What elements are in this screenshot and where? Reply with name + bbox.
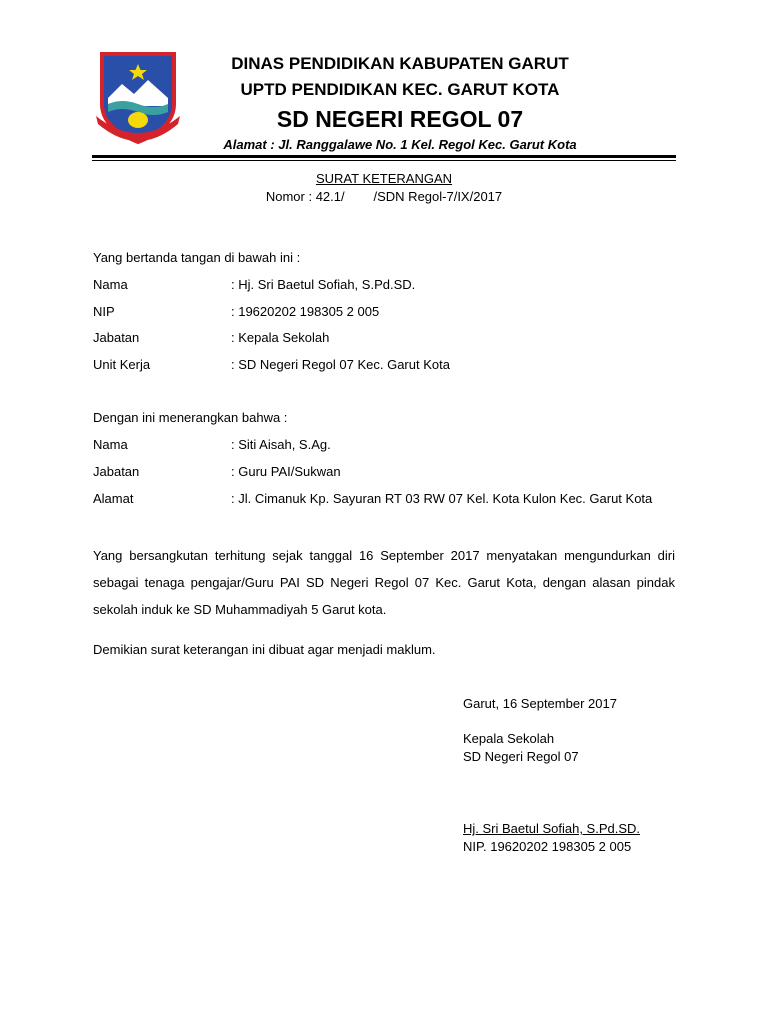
header-address: Alamat : Jl. Ranggalawe No. 1 Kel. Regol Kec. Garut Kota [223,137,577,152]
subject-value-address: : Jl. Cimanuk Kp. Sayuran RT 03 RW 07 Kel. Kota Kulon Kec. Garut Kota [231,491,653,506]
subject-label-address: Alamat [93,491,134,506]
header-divider-thin [92,160,676,161]
signer-value-name: : Hj. Sri Baetul Sofiah, S.Pd.SD. [231,277,416,292]
body-paragraph: Yang bersangkutan terhitung sejak tanggal 16 September 2017 menyatakan mengundurkan diri sebagai tenaga pengajar/Guru PAI SD Negeri Regol 07 Kec. Garut Kota, dengan alasan pindak sekolah induk ke SD Muhammadiyah 5 Garut kota. [93,548,675,617]
signer-label-unit: Unit Kerja [93,357,151,372]
subject-intro: Dengan ini menerangkan bahwa : [93,410,288,425]
letter-number: Nomor : 42.1/ /SDN Regol-7/IX/2017 [265,189,503,204]
signer-label-name: Nama [93,277,128,292]
signer-intro: Yang bertanda tangan di bawah ini : [93,250,301,265]
signer-value-nip: : 19620202 198305 2 005 [231,304,380,319]
signer-value-position: : Kepala Sekolah [231,330,330,345]
signature-position: Kepala Sekolah [463,731,555,746]
header-sub-agency: UPTD PENDIDIKAN KEC. GARUT KOTA [240,80,560,99]
signature-place-date: Garut, 16 September 2017 [463,696,617,711]
signature-nip: NIP. 19620202 198305 2 005 [463,839,632,854]
letter-title: SURAT KETERANGAN [315,171,453,186]
header-school-name: SD NEGERI REGOL 07 [276,106,524,132]
regency-emblem-logo [92,46,184,146]
header-divider-thick [92,155,676,158]
subject-value-name: : Siti Aisah, S.Ag. [231,437,331,452]
signer-label-nip: NIP [93,304,115,319]
signer-value-unit: : SD Negeri Regol 07 Kec. Garut Kota [231,357,450,372]
signature-name: Hj. Sri Baetul Sofiah, S.Pd.SD. [463,821,641,836]
signature-school: SD Negeri Regol 07 [463,749,579,764]
subject-label-name: Nama [93,437,128,452]
header-agency: DINAS PENDIDIKAN KABUPATEN GARUT [231,54,569,73]
subject-value-position: : Guru PAI/Sukwan [231,464,341,479]
signer-label-position: Jabatan [93,330,140,345]
closing-statement: Demikian surat keterangan ini dibuat agar menjadi maklum. [93,642,436,657]
subject-label-position: Jabatan [93,464,140,479]
